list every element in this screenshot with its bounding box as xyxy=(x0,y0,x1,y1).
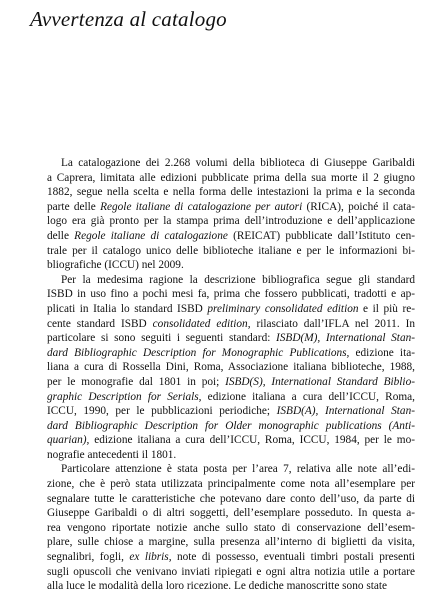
text-segment: logo era già pronto per la stampa prima dell’introduzione e dell’applicazione xyxy=(47,215,415,228)
text-segment: liana a cura di Rossella Dini, Roma, Associazione italiana biblioteche, 1988, xyxy=(47,361,415,374)
body-text xyxy=(47,156,415,594)
italic-segment: Regole italiane di catalogazione per autori xyxy=(100,200,303,213)
text-line xyxy=(47,448,415,463)
italic-segment: ISBD(M), International Stan- xyxy=(276,332,415,345)
text-segment: zione, che è però stata utilizzata principalmente come nota all’esemplare per xyxy=(47,478,415,491)
text-line xyxy=(47,550,415,565)
italic-segment: ISBD(S), International Standard Biblio- xyxy=(225,375,415,388)
text-segment: parte delle xyxy=(47,200,101,213)
text-line xyxy=(47,390,415,405)
text-segment: particolare si sono seguiti i seguenti standard: xyxy=(47,332,277,345)
text-segment: per le monografie dal 1801 in poi; xyxy=(47,375,226,388)
text-line xyxy=(47,302,415,317)
text-line xyxy=(47,433,415,448)
text-segment: ISBD in uso fino a pochi mesi fa, prima che fossero pubblicati, tradotti e ap- xyxy=(47,288,415,301)
text-line xyxy=(47,375,415,390)
text-segment: (REICAT) pubblicate dall’Istituto cen- xyxy=(227,229,415,242)
text-line xyxy=(47,273,415,288)
italic-segment: consolidated edition, xyxy=(152,317,251,330)
text-line xyxy=(47,521,415,536)
text-line xyxy=(47,506,415,521)
text-segment: note di possesso, eventuali timbri postali presenti xyxy=(171,551,415,564)
italic-segment: preliminary consolidated edition xyxy=(207,302,359,315)
text-line xyxy=(47,477,415,492)
text-segment: alla luce le modalità della loro ricezione. Le dediche manoscritte sono state xyxy=(47,580,388,593)
text-line xyxy=(47,258,415,273)
text-line xyxy=(47,229,415,244)
italic-segment: Regole italiane di catalogazione xyxy=(74,229,228,242)
text-line xyxy=(47,244,415,259)
text-segment: Giuseppe Garibaldi o di altri soggetti, dell’esemplare posseduto. In questa a- xyxy=(47,507,415,520)
text-segment: e il più re- xyxy=(358,302,415,315)
text-segment: delle xyxy=(47,229,75,242)
text-line xyxy=(47,171,415,186)
text-segment: ICCU, 1990, per le pubblicazioni periodiche; xyxy=(47,405,277,418)
text-line xyxy=(47,535,415,550)
text-line xyxy=(47,185,415,200)
text-segment: 1882, segue nella scelta e nella forma delle intestazioni la prima e la seconda xyxy=(47,186,415,199)
italic-segment: graphic Description for Serials, xyxy=(47,390,202,403)
paragraph xyxy=(47,273,415,463)
text-segment: nografie antecedenti il 1801. xyxy=(47,448,177,461)
text-line xyxy=(47,200,415,215)
text-line xyxy=(47,565,415,580)
text-segment: (RICA), poiché il cata- xyxy=(302,200,415,213)
text-line xyxy=(47,156,415,171)
text-segment: Particolare attenzione è stata posta per l’area 7, relativa alle note all’edi- xyxy=(61,463,415,476)
text-segment: sugli opuscoli che venivano inviati ripiegati e ogni altra notizia utile a portare xyxy=(47,565,415,578)
text-segment: segnalare tutte le caratteristiche che potevano dare conto dell’uso, da parte di xyxy=(47,492,415,505)
italic-segment: dard Bibliographic Description for Older monographic publications (Anti- xyxy=(47,419,415,432)
paragraph xyxy=(47,462,415,593)
text-line xyxy=(47,214,415,229)
text-segment: plare, sulle chiose a margine, sulla presenza all’interno di biglietti da visita, xyxy=(47,536,415,549)
text-line xyxy=(47,404,415,419)
text-segment: La catalogazione dei 2.268 volumi della biblioteca di Giuseppe Garibaldi xyxy=(61,157,415,169)
text-line xyxy=(47,492,415,507)
text-line xyxy=(47,419,415,434)
text-segment: edizione ita- xyxy=(349,346,415,359)
text-segment: rilasciato dall’IFLA nel 2011. In xyxy=(250,317,415,330)
text-line xyxy=(47,579,415,594)
text-segment: rea vengono riportate notizie anche sullo stato di conservazione dell’esem- xyxy=(47,521,415,534)
text-line xyxy=(47,360,415,375)
italic-segment: dard Bibliographic Description for Monographic Publications, xyxy=(47,346,350,359)
text-line xyxy=(47,287,415,302)
text-segment: edizione italiana a cura dell’ICCU, Roma, ICCU, 1984, per le mo- xyxy=(89,434,415,447)
text-line xyxy=(47,462,415,477)
text-line xyxy=(47,317,415,332)
italic-segment: ex libris, xyxy=(129,551,172,564)
text-line xyxy=(47,331,415,346)
text-segment: Per la medesima ragione la descrizione bibliografica segue gli standard xyxy=(61,273,415,286)
text-segment: segnalibri, fogli, xyxy=(47,551,130,564)
italic-segment: quarian), xyxy=(47,434,90,447)
text-segment: bliografiche (ICCU) nel 2009. xyxy=(47,259,184,272)
paragraph xyxy=(47,156,415,273)
text-line xyxy=(47,346,415,361)
text-segment: trale per il catalogo unico delle biblioteche italiane e per le informazioni bi- xyxy=(47,244,415,257)
italic-segment: ISBD(A), International Stan- xyxy=(276,405,415,418)
text-segment: edizione italiana a cura dell’ICCU, Roma, xyxy=(201,390,415,403)
text-segment: plicati in Italia lo standard ISBD xyxy=(47,302,208,315)
text-segment: cente standard ISBD xyxy=(47,317,153,330)
page-heading: Avvertenza al catalogo xyxy=(30,7,227,31)
text-segment: a Caprera, limitata alle edizioni pubblicate prima della sua morte il 2 giugno xyxy=(47,171,415,184)
